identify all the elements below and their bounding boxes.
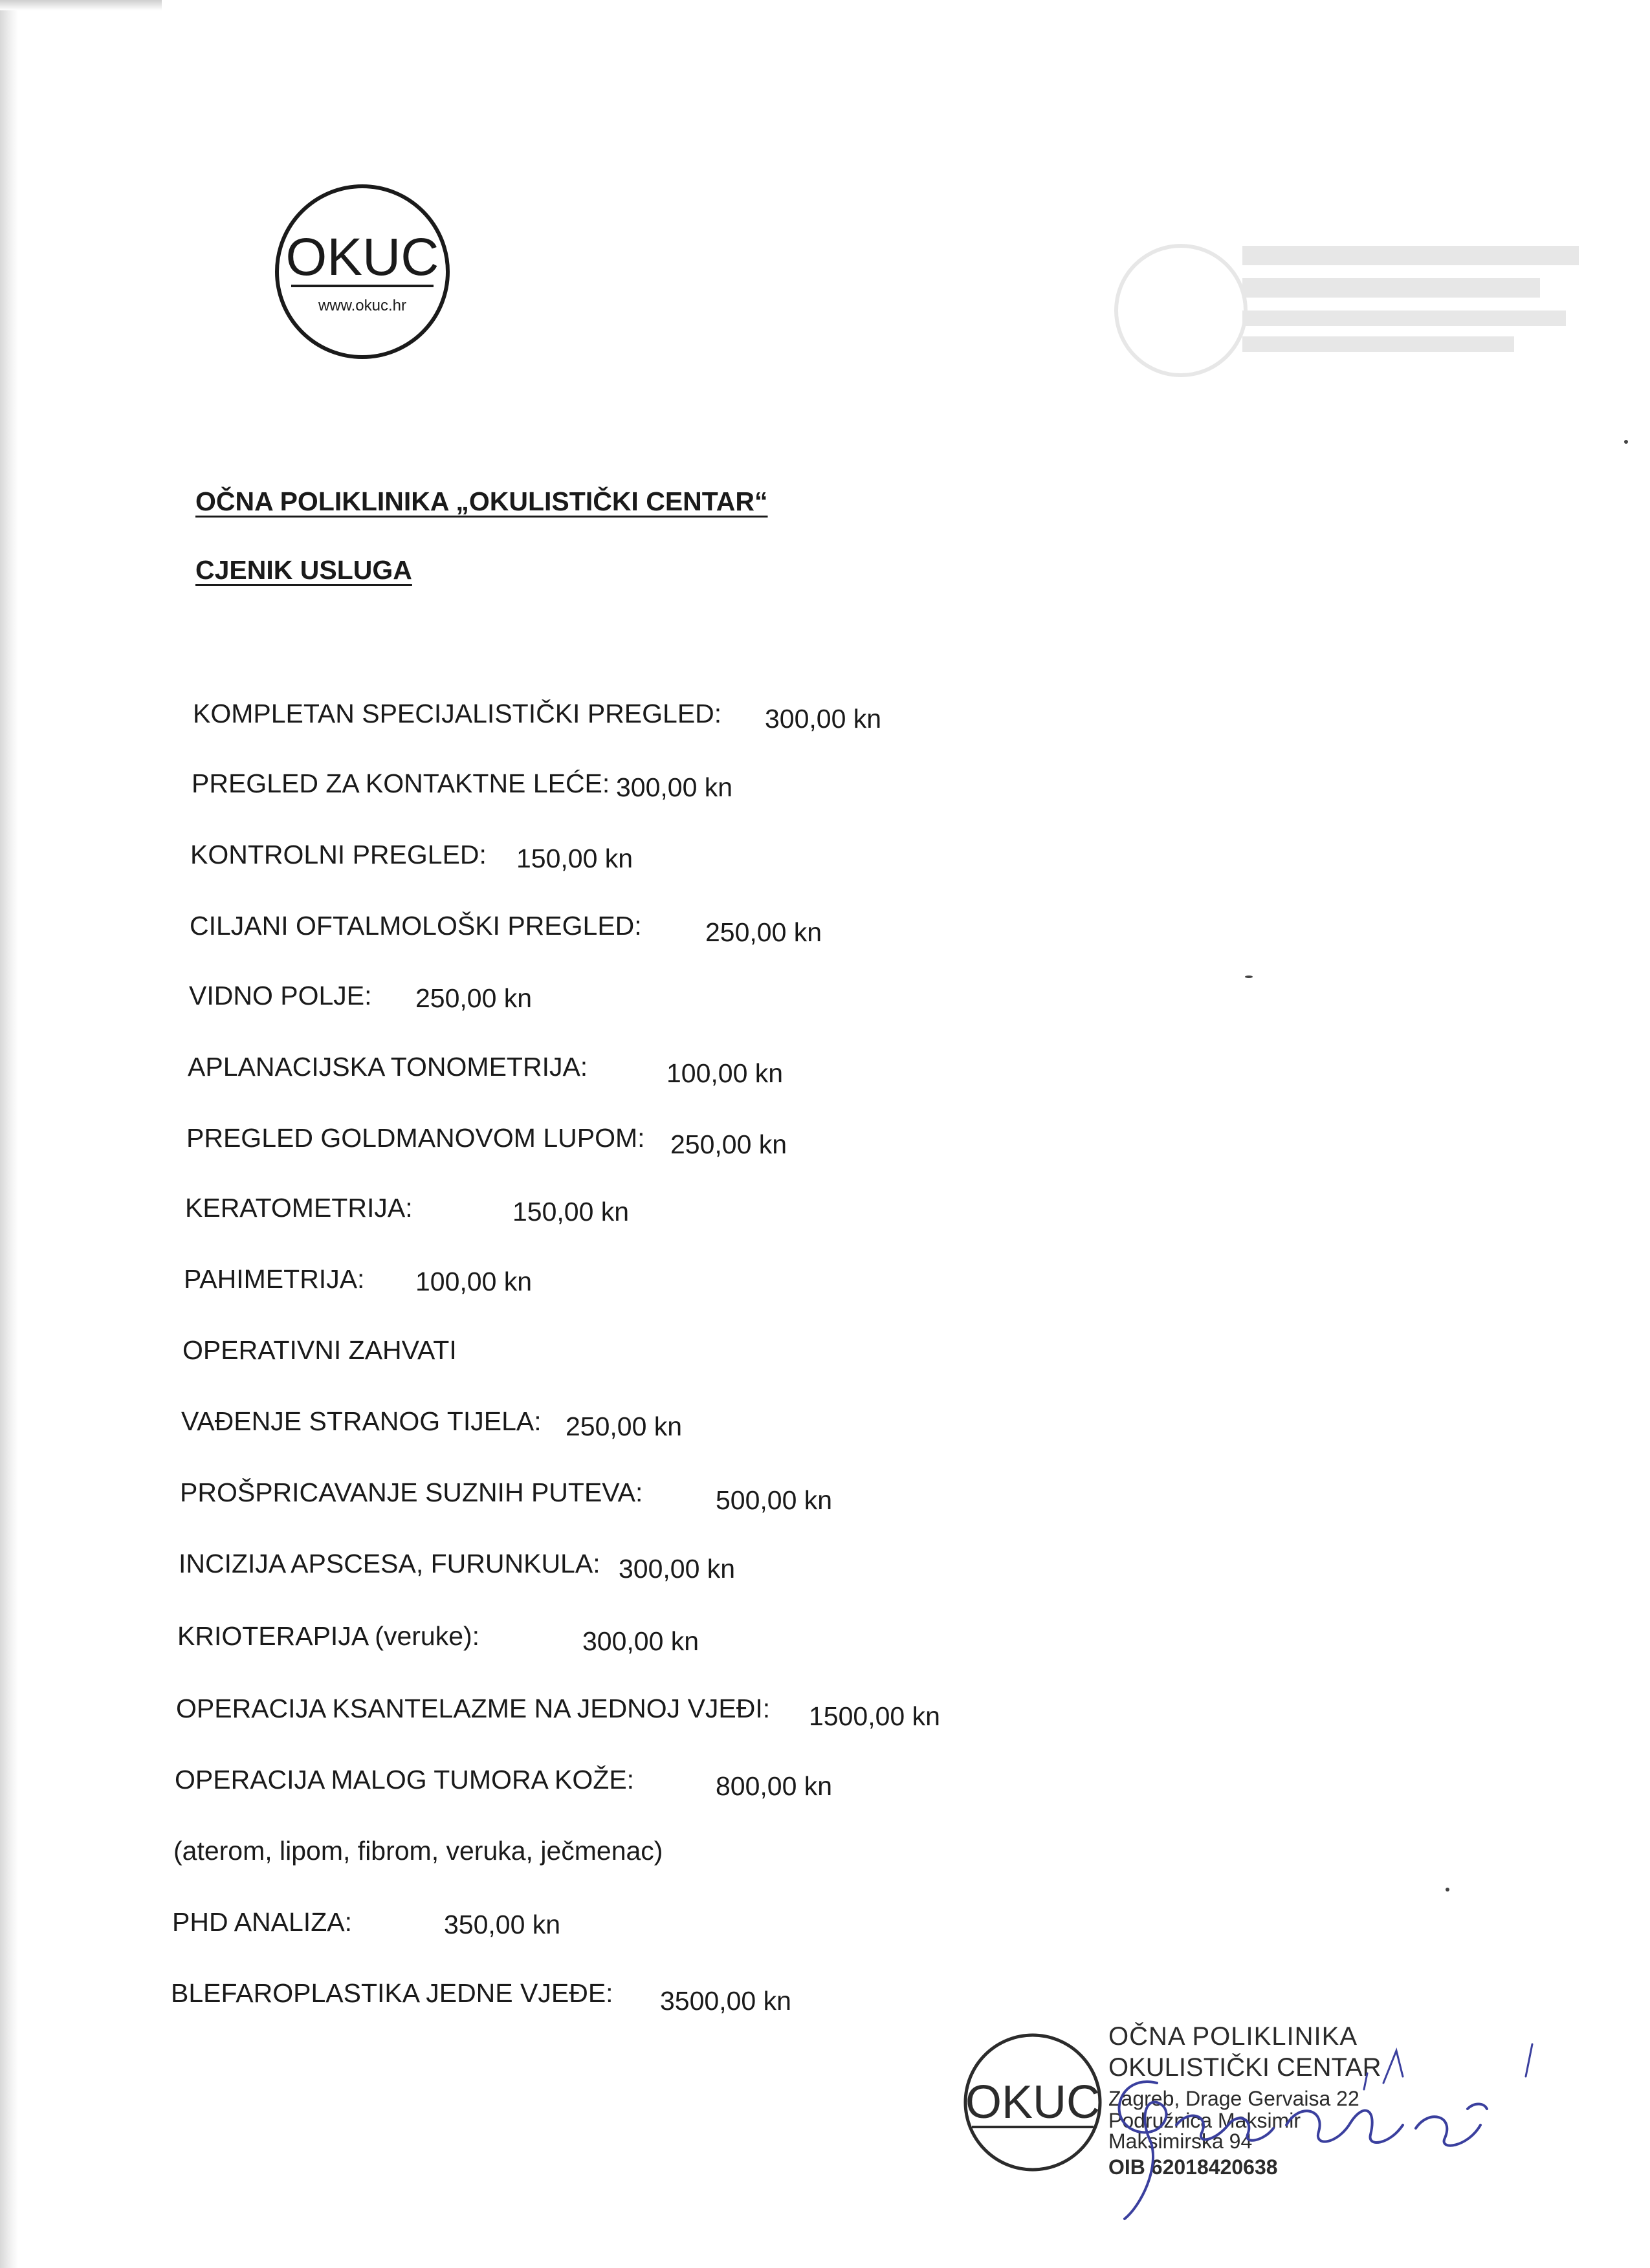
service-line [172,1907,561,1939]
stamp-line-3: Zagreb, Drage Gervaisa 22 [1108,2087,1359,2110]
service-label: PROŠPRICAVANJE SUZNIH PUTEVA: [180,1477,643,1507]
service-label: KERATOMETRIJA: [185,1193,413,1223]
logo-wordmark: OKUC [285,228,439,287]
service-label: VIDNO POLJE: [189,981,372,1010]
clinic-stamp [956,2012,1578,2225]
service-line [193,699,882,734]
service-price: 100,00 kn [415,1267,533,1296]
service-price: 800,00 kn [716,1771,833,1801]
service-line [186,1123,787,1159]
stamp-line-6: OIB 62018420638 [1108,2155,1278,2179]
service-price: 250,00 kn [705,917,822,947]
service-line [190,840,633,873]
handwritten-signature [1079,2012,1571,2225]
service-label: CILJANI OFTALMOLOŠKI PREGLED: [190,911,642,941]
service-line [192,769,733,802]
service-line [176,1694,940,1731]
service-price: 500,00 kn [716,1485,833,1515]
service-line [175,1765,833,1801]
service-price: 150,00 kn [516,844,633,873]
bleed-through-stamp [1074,233,1592,401]
service-price: 250,00 kn [566,1412,683,1441]
service-label: PREGLED ZA KONTAKTNE LEĆE: [192,769,610,798]
service-price: 250,00 kn [670,1129,787,1159]
scan-speck [1446,1888,1449,1892]
service-line [177,1621,699,1656]
service-line [171,1978,791,2016]
scan-speck [1245,976,1253,978]
document-subtitle: CJENIK USLUGA [195,555,412,585]
service-price: 300,00 kn [765,704,882,734]
service-label: KRIOTERAPIJA (veruke): [177,1621,480,1651]
service-label: PREGLED GOLDMANOVOM LUPOM: [186,1123,645,1153]
service-line [184,1264,533,1296]
service-price: 100,00 kn [666,1058,784,1088]
scan-speck [1624,440,1628,444]
service-label: PAHIMETRIJA: [184,1264,365,1294]
service-line [188,1052,784,1088]
service-label: APLANACIJSKA TONOMETRIJA: [188,1052,588,1082]
stamp-line-4: Podružnica Maksimir [1108,2109,1301,2132]
service-label: BLEFAROPLASTIKA JEDNE VJEĐE: [171,1978,613,2008]
service-label: INCIZIJA APSCESA, FURUNKULA: [179,1549,600,1578]
document-title: OČNA POLIKLINIKA „OKULISTIČKI CENTAR“ [195,486,768,516]
service-line [185,1193,630,1227]
service-label: (aterom, lipom, fibrom, veruka, ječmenac) [173,1836,663,1866]
scan-edge [0,0,18,2268]
scan-top-edge [0,0,162,10]
service-line [179,1549,736,1584]
stamp-line-1: OČNA POLIKLINIKA [1108,2022,1358,2051]
service-price: 300,00 kn [582,1626,699,1656]
service-label: OPERATIVNI ZAHVATI [182,1335,457,1365]
service-line [190,911,822,947]
service-price: 1500,00 kn [809,1701,940,1731]
stamp-logo-wordmark: OKUC [965,2077,1101,2128]
service-label: OPERACIJA KSANTELAZME NA JEDNOJ VJEĐI: [176,1694,771,1723]
service-label: KOMPLETAN SPECIJALISTIČKI PREGLED: [193,699,722,728]
service-note [173,1836,663,1866]
stamp-line-5: Maksimirska 94 [1108,2130,1253,2153]
service-label: PHD ANALIZA: [172,1907,352,1937]
stamp-line-2: OKULISTIČKI CENTAR [1108,2053,1381,2082]
service-label: OPERACIJA MALOG TUMORA KOŽE: [175,1765,635,1794]
service-label: KONTROLNI PREGLED: [190,840,487,869]
service-label: VAĐENJE STRANOG TIJELA: [181,1406,542,1436]
service-line [180,1477,833,1515]
service-line [181,1406,683,1441]
service-price: 300,00 kn [616,772,733,802]
service-price: 3500,00 kn [660,1986,791,2016]
service-price: 300,00 kn [619,1554,736,1584]
okuc-logo [272,181,453,362]
service-price: 250,00 kn [415,983,533,1013]
service-line [189,981,533,1013]
logo-url: www.okuc.hr [318,297,407,314]
section-heading-operations [182,1335,457,1366]
service-price: 150,00 kn [512,1197,630,1227]
service-price: 350,00 kn [444,1910,561,1939]
